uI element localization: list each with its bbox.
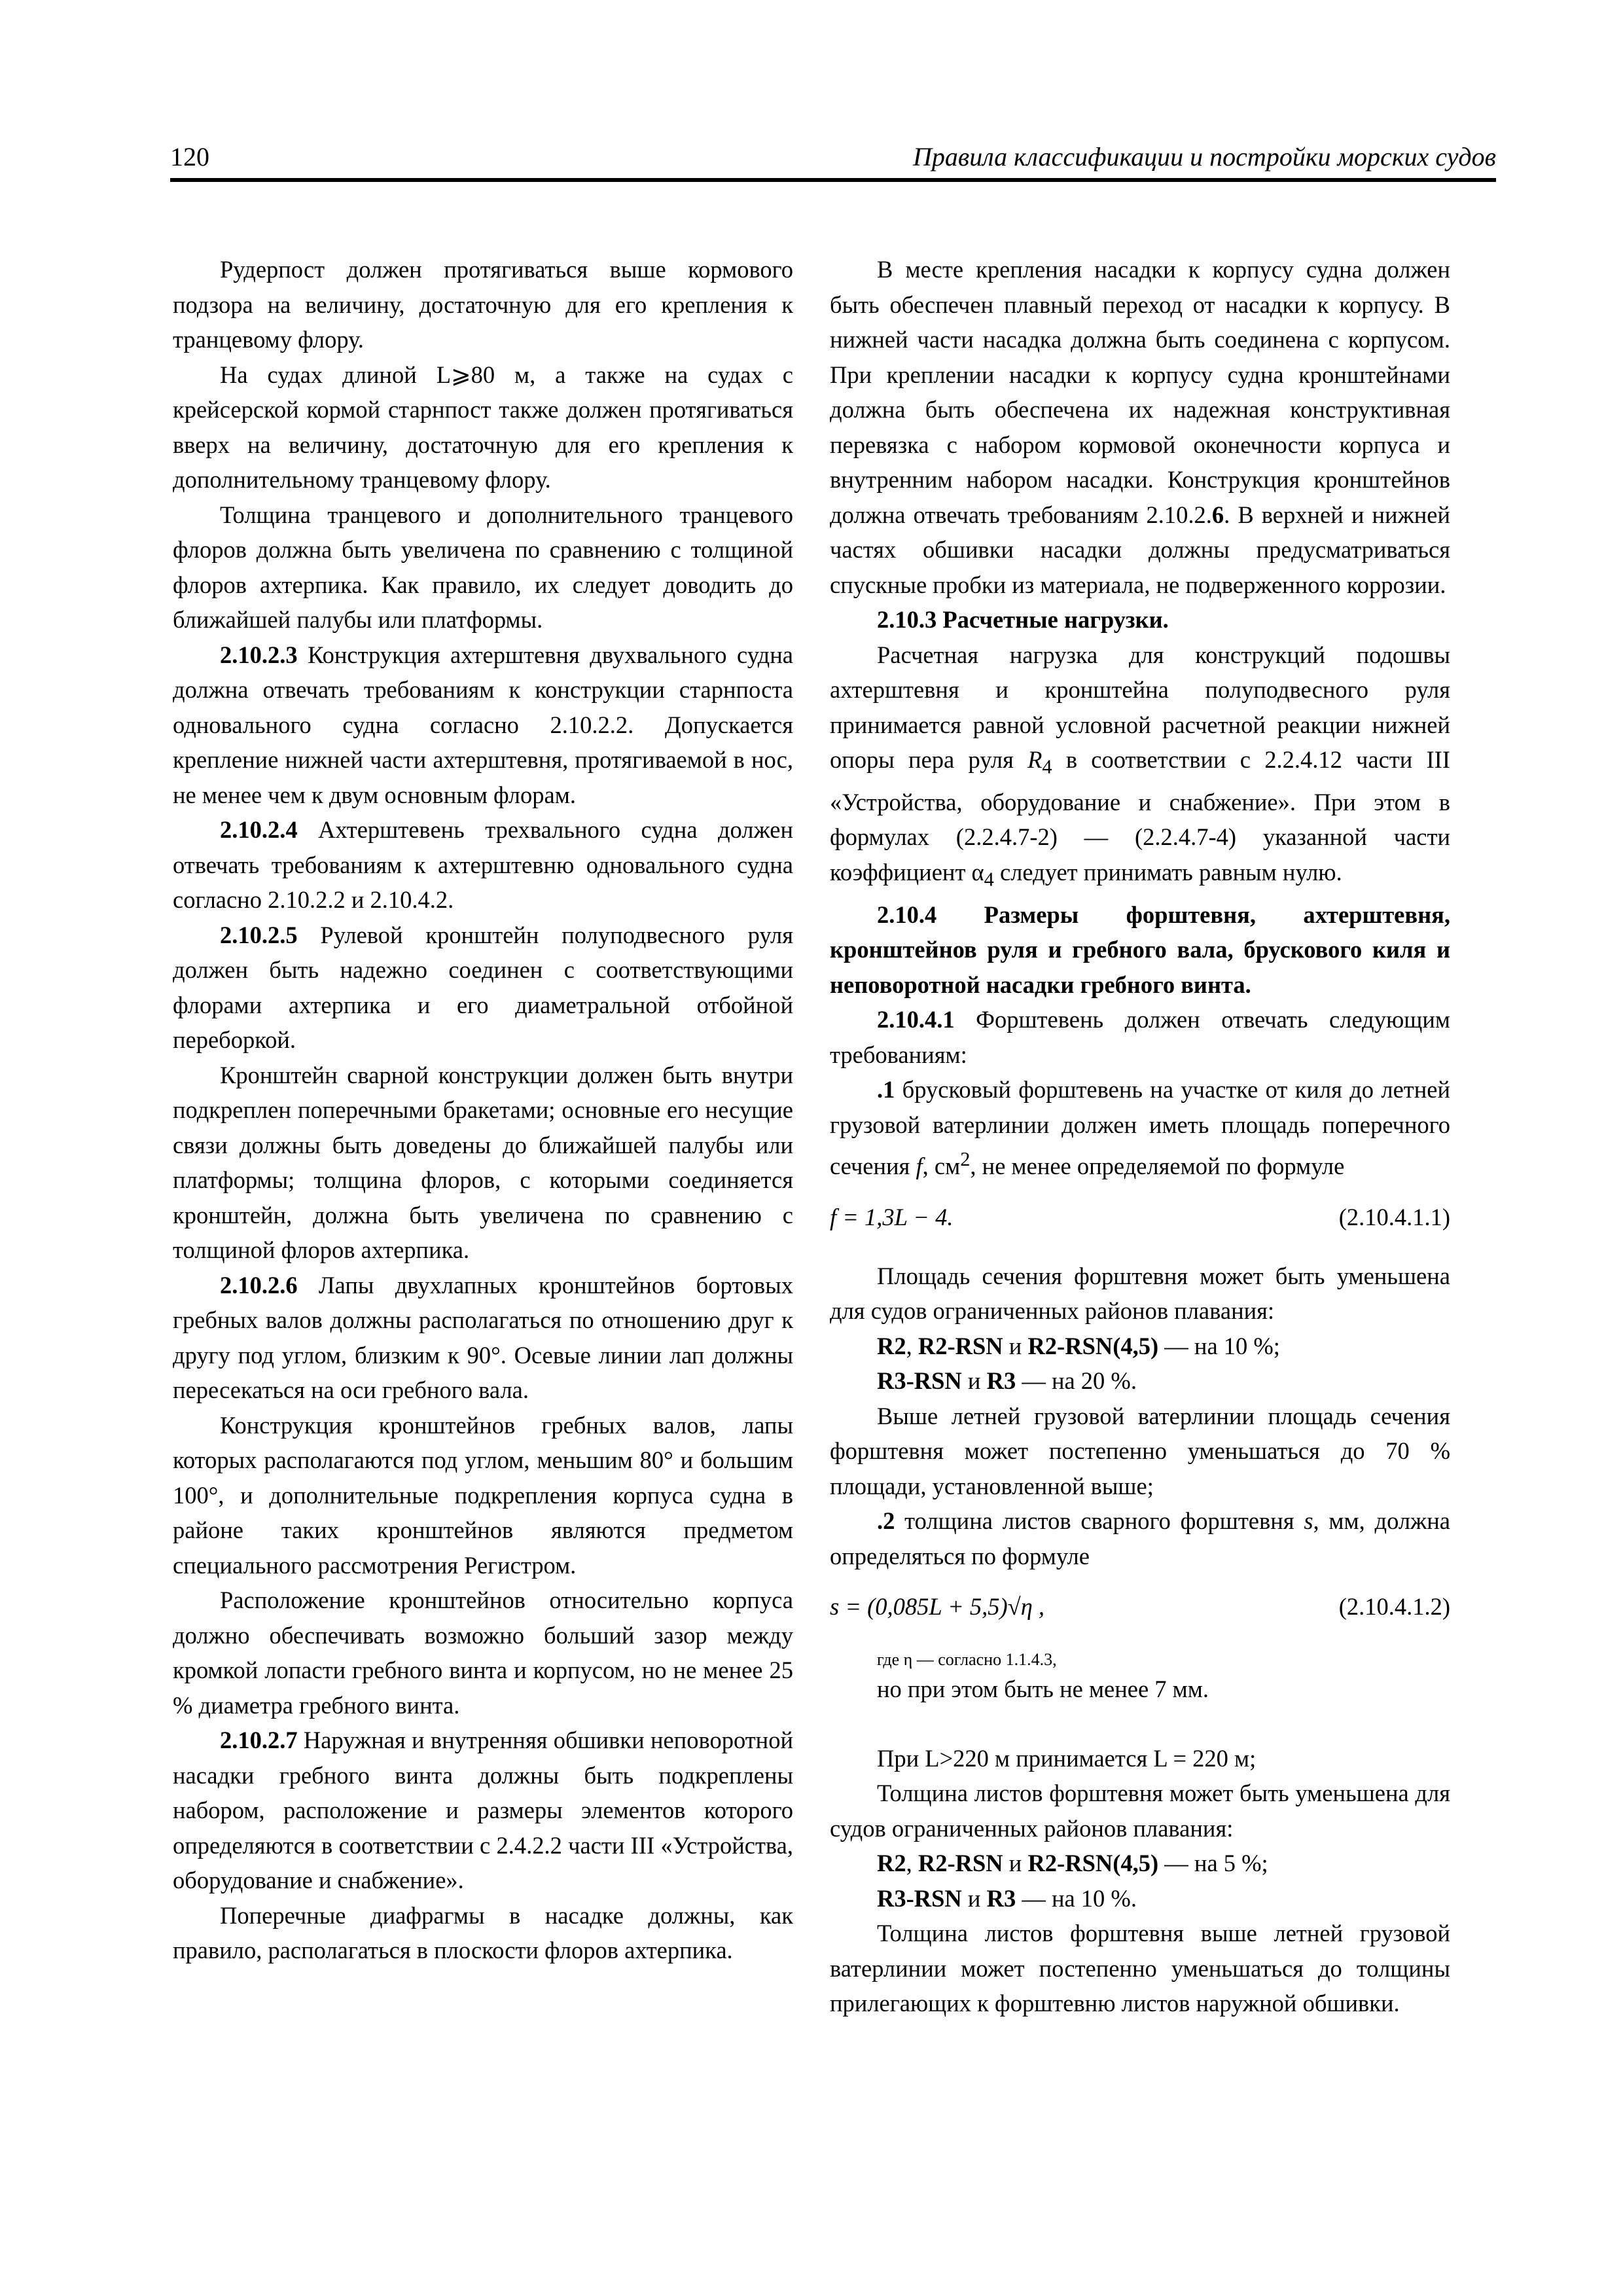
paragraph-welded-bracket: Кронштейн сварной конструкции должен быть внутри подкреплен поперечными бракетами; основные его несущие связи должны быть доведены до ближайшей палубы или платформы; толщина флоров, с которыми соединяется кронштейн, должна быть увеличена по сравнению с толщиной флоров ахтерпика. <box>173 1061 793 1263</box>
text-run: — на 20 %. <box>1016 1367 1137 1395</box>
paragraph-design-load <box>830 637 1450 897</box>
paragraph-min-thickness: но при этом быть не менее 7 мм. <box>877 1676 1209 1703</box>
section-heading: 2.10.4 Размеры форштевня, ахтерштевня, кронштейнов руля и гребного вала, брускового киля и неповоротной насадки гребного винта. <box>830 901 1450 998</box>
left-column <box>173 252 793 1968</box>
symbol-f: f <box>916 1153 923 1180</box>
class-notation: R2 <box>877 1332 906 1359</box>
reduction-r2 <box>830 1329 1450 1364</box>
header-rule <box>170 178 1496 182</box>
text-run: — на 10 %. <box>1016 1884 1137 1912</box>
class-notation: R2-RSN <box>918 1332 1003 1359</box>
reduction-r3 <box>830 1363 1450 1399</box>
item-number: .2 <box>877 1507 895 1535</box>
paragraph-nozzle-attachment <box>830 252 1450 602</box>
section-number: 2.10.2.3 <box>220 641 298 668</box>
superscript: 2 <box>960 1148 971 1171</box>
page-header <box>170 141 1496 180</box>
text-run: и <box>1003 1850 1028 1877</box>
text-run: , см <box>922 1153 961 1180</box>
text-run-bold: 6 <box>1211 501 1224 528</box>
paragraph-bracket-location: Расположение кронштейнов относительно корпуса должно обеспечивать возможно больший зазор между кромкой лопасти гребного винта и корпусом, но не менее 25 % диаметра гребного винта. <box>173 1587 793 1719</box>
text-run: В месте крепления насадки к корпусу судна должен быть обеспечен плавный переход от насадки к корпусу. В нижней части насадка должна быть соединена с корпусом. При креплении насадки к корпусу судна кронштейнами должна быть обеспечена их надежная конструктивная перевязка с набором кормовой оконечности корпуса и внутренним набором насадки. Конструкция кронштейнов должна отвечать требованиям 2.10.2. <box>830 256 1450 528</box>
page-number: 120 <box>170 142 209 171</box>
paragraph-above-waterline: Выше летней грузовой ватерлинии площадь сечения форштевня может постепенно уменьшаться до 70 % площади, установленной выше; <box>830 1402 1450 1499</box>
reduction-r3-thickness <box>830 1881 1450 1916</box>
paragraph-bracket-legs: Конструкция кронштейнов гребных валов, лапы которых располагаются под углом, меньшим 80° и большим 100°, и дополнительные подкрепления корпуса судна в районе таких кронштейнов являются предметом специального рассмотрения Регистром. <box>173 1411 793 1579</box>
formula-expression: s = (0,085L + 5,5)√η , <box>830 1593 1045 1621</box>
section-text: Рулевой кронштейн полуподвесного руля должен быть надежно соединен с соответствующими флорами ахтерпика и его диаметральной отбойной переборкой. <box>173 921 793 1053</box>
running-title: Правила классификации и постройки морских судов <box>912 142 1496 171</box>
text-run: толщина листов сварного форштевня <box>895 1507 1304 1535</box>
paragraph-area-reduction: Площадь сечения форштевня может быть уменьшена для судов ограниченных районов плавания: <box>830 1262 1450 1325</box>
text-run: в соответствии с 2.2.4.12 части III «Устройства, оборудование и снабжение». При этом в формулах (2.2.4.7-2) — (2.2.4.7-4) указанной части коэффициент α <box>830 746 1450 886</box>
section-number: 2.10.2.4 <box>220 816 298 843</box>
section-number: 2.10.2.5 <box>220 921 298 948</box>
paragraph-diaphragms: Поперечные диафрагмы в насадке должны, как правило, располагаться в плоскости флоров ахтерпика. <box>173 1901 793 1964</box>
paragraph-rudderpost: Рудерпост должен протягиваться выше кормового подзора на величину, достаточную для его крепления к транцевому флору. <box>173 256 793 353</box>
formula-number: (2.10.4.1.2) <box>1338 1593 1450 1621</box>
class-notation: R2-RSN <box>918 1850 1003 1877</box>
formula-where-clause: где η — согласно 1.1.4.3, <box>877 1650 1057 1670</box>
subscript: 4 <box>1042 755 1052 778</box>
text-run: , <box>906 1850 918 1877</box>
section-number: 2.10.4.1 <box>877 1006 955 1033</box>
section-2-10-2-3 <box>173 637 793 813</box>
section-text: Конструкция ахтерштевня двухвального судна должна отвечать требованиям к конструкции старнпоста одновального судна согласно 2.10.2.2. Допускается крепление нижней части ахтерштевня, протягиваемой в нос, не менее чем к двум основным флорам. <box>173 641 793 808</box>
section-2-10-4-1 <box>830 1002 1450 1072</box>
class-notation: R2-RSN(4,5) <box>1027 1332 1159 1359</box>
formula-expression: f = 1,3L − 4. <box>830 1203 954 1230</box>
class-notation: R3 <box>986 1884 1016 1912</box>
class-notation: R3-RSN <box>877 1367 962 1395</box>
text-run: и <box>961 1884 987 1912</box>
text-run: следует принимать равным нулю. <box>993 858 1342 886</box>
paragraph-l-limit: При L>220 м принимается L = 220 м; <box>877 1744 1257 1772</box>
paragraph-thickness-above-waterline: Толщина листов форштевня выше летней грузовой ватерлинии может постепенно уменьшаться до толщины прилегающих к форштевню листов наружной обшивки. <box>830 1920 1450 2017</box>
class-notation: R2 <box>877 1850 906 1877</box>
class-notation: R2-RSN(4,5) <box>1027 1850 1159 1877</box>
symbol-r: R <box>1027 746 1043 773</box>
section-number: 2.10.2.6 <box>220 1271 298 1299</box>
formula-2-10-4-1-2 <box>830 1589 1450 1631</box>
section-heading-2-10-3 <box>830 602 1450 637</box>
section-2-10-2-6 <box>173 1268 793 1408</box>
item-number: .1 <box>877 1076 895 1103</box>
subscript: 4 <box>984 868 994 891</box>
section-text: Лапы двухлапных кронштейнов бортовых гребных валов должны располагаться по отношению друг к другу под углом, близким к 90°. Осевые линии лап должны пересекаться на оси гребного вала. <box>173 1271 793 1403</box>
text-run: . В верхней и нижней частях обшивки насадки должны предусматриваться спускные пробки из материала, не подверженного коррозии. <box>830 501 1451 598</box>
right-column <box>830 252 1450 2021</box>
class-notation: R3 <box>986 1367 1016 1395</box>
paragraph-thickness-reduction: Толщина листов форштевня может быть уменьшена для судов ограниченных районов плавания: <box>830 1780 1450 1842</box>
paragraph-sternpost-length: На судах длиной L⩾80 м, а также на судах с крейсерской кормой старнпост также должен протягиваться вверх на величину, достаточную для его крепления к дополнительному транцевому флору. <box>173 361 793 493</box>
section-2-10-2-4 <box>173 812 793 918</box>
text-run: , <box>906 1332 918 1359</box>
section-2-10-2-5 <box>173 918 793 1058</box>
text-run: и <box>1003 1332 1028 1359</box>
reduction-r2-thickness <box>830 1846 1450 1881</box>
text-run: брусковый форштевень на участке от киля до летней грузовой ватерлинии должен иметь площадь поперечного сечения <box>830 1076 1450 1180</box>
section-text: Форштевень должен отвечать следующим требованиям: <box>830 1006 1450 1068</box>
section-text: Наружная и внутренняя обшивки неповоротной насадки гребного винта должны быть подкреплены набором, расположение и размеры элементов которого определяются в соответствии с 2.4.2.2 части III «Устройства, оборудование и снабжение». <box>173 1727 793 1893</box>
paragraph-transom-floors: Толщина транцевого и дополнительного транцевого флоров должна быть увеличена по сравнению с толщиной флоров ахтерпика. Как правило, их следует доводить до ближайшей палубы или платформы. <box>173 501 793 633</box>
text-run: Расчетная нагрузка для конструкций подошвы ахтерштевня и кронштейна полуподвесного руля принимается равной условной расчетной реакции нижней опоры пера руля <box>830 641 1450 773</box>
section-text: Ахтерштевень трехвального судна должен отвечать требованиям к ахтерштевню одновального судна согласно 2.10.2.2 и 2.10.4.2. <box>173 816 793 913</box>
formula-2-10-4-1-1 <box>830 1200 1450 1242</box>
text-run: — на 10 %; <box>1158 1332 1280 1359</box>
list-item-2 <box>830 1503 1450 1573</box>
text-run: — на 5 %; <box>1158 1850 1268 1877</box>
spacer <box>830 1707 1450 1741</box>
section-2-10-2-7 <box>173 1723 793 1898</box>
text-run: , мм, должна определяться по формуле <box>830 1507 1450 1570</box>
class-notation: R3-RSN <box>877 1884 962 1912</box>
section-heading: 2.10.3 Расчетные нагрузки. <box>877 606 1169 633</box>
formula-number: (2.10.4.1.1) <box>1338 1203 1450 1230</box>
text-run: , не менее определяемой по формуле <box>970 1153 1345 1180</box>
list-item-1 <box>830 1072 1450 1184</box>
section-number: 2.10.2.7 <box>220 1727 298 1753</box>
text-run: и <box>961 1367 987 1395</box>
symbol-s: s <box>1304 1507 1313 1535</box>
section-heading-2-10-4 <box>830 897 1450 1003</box>
